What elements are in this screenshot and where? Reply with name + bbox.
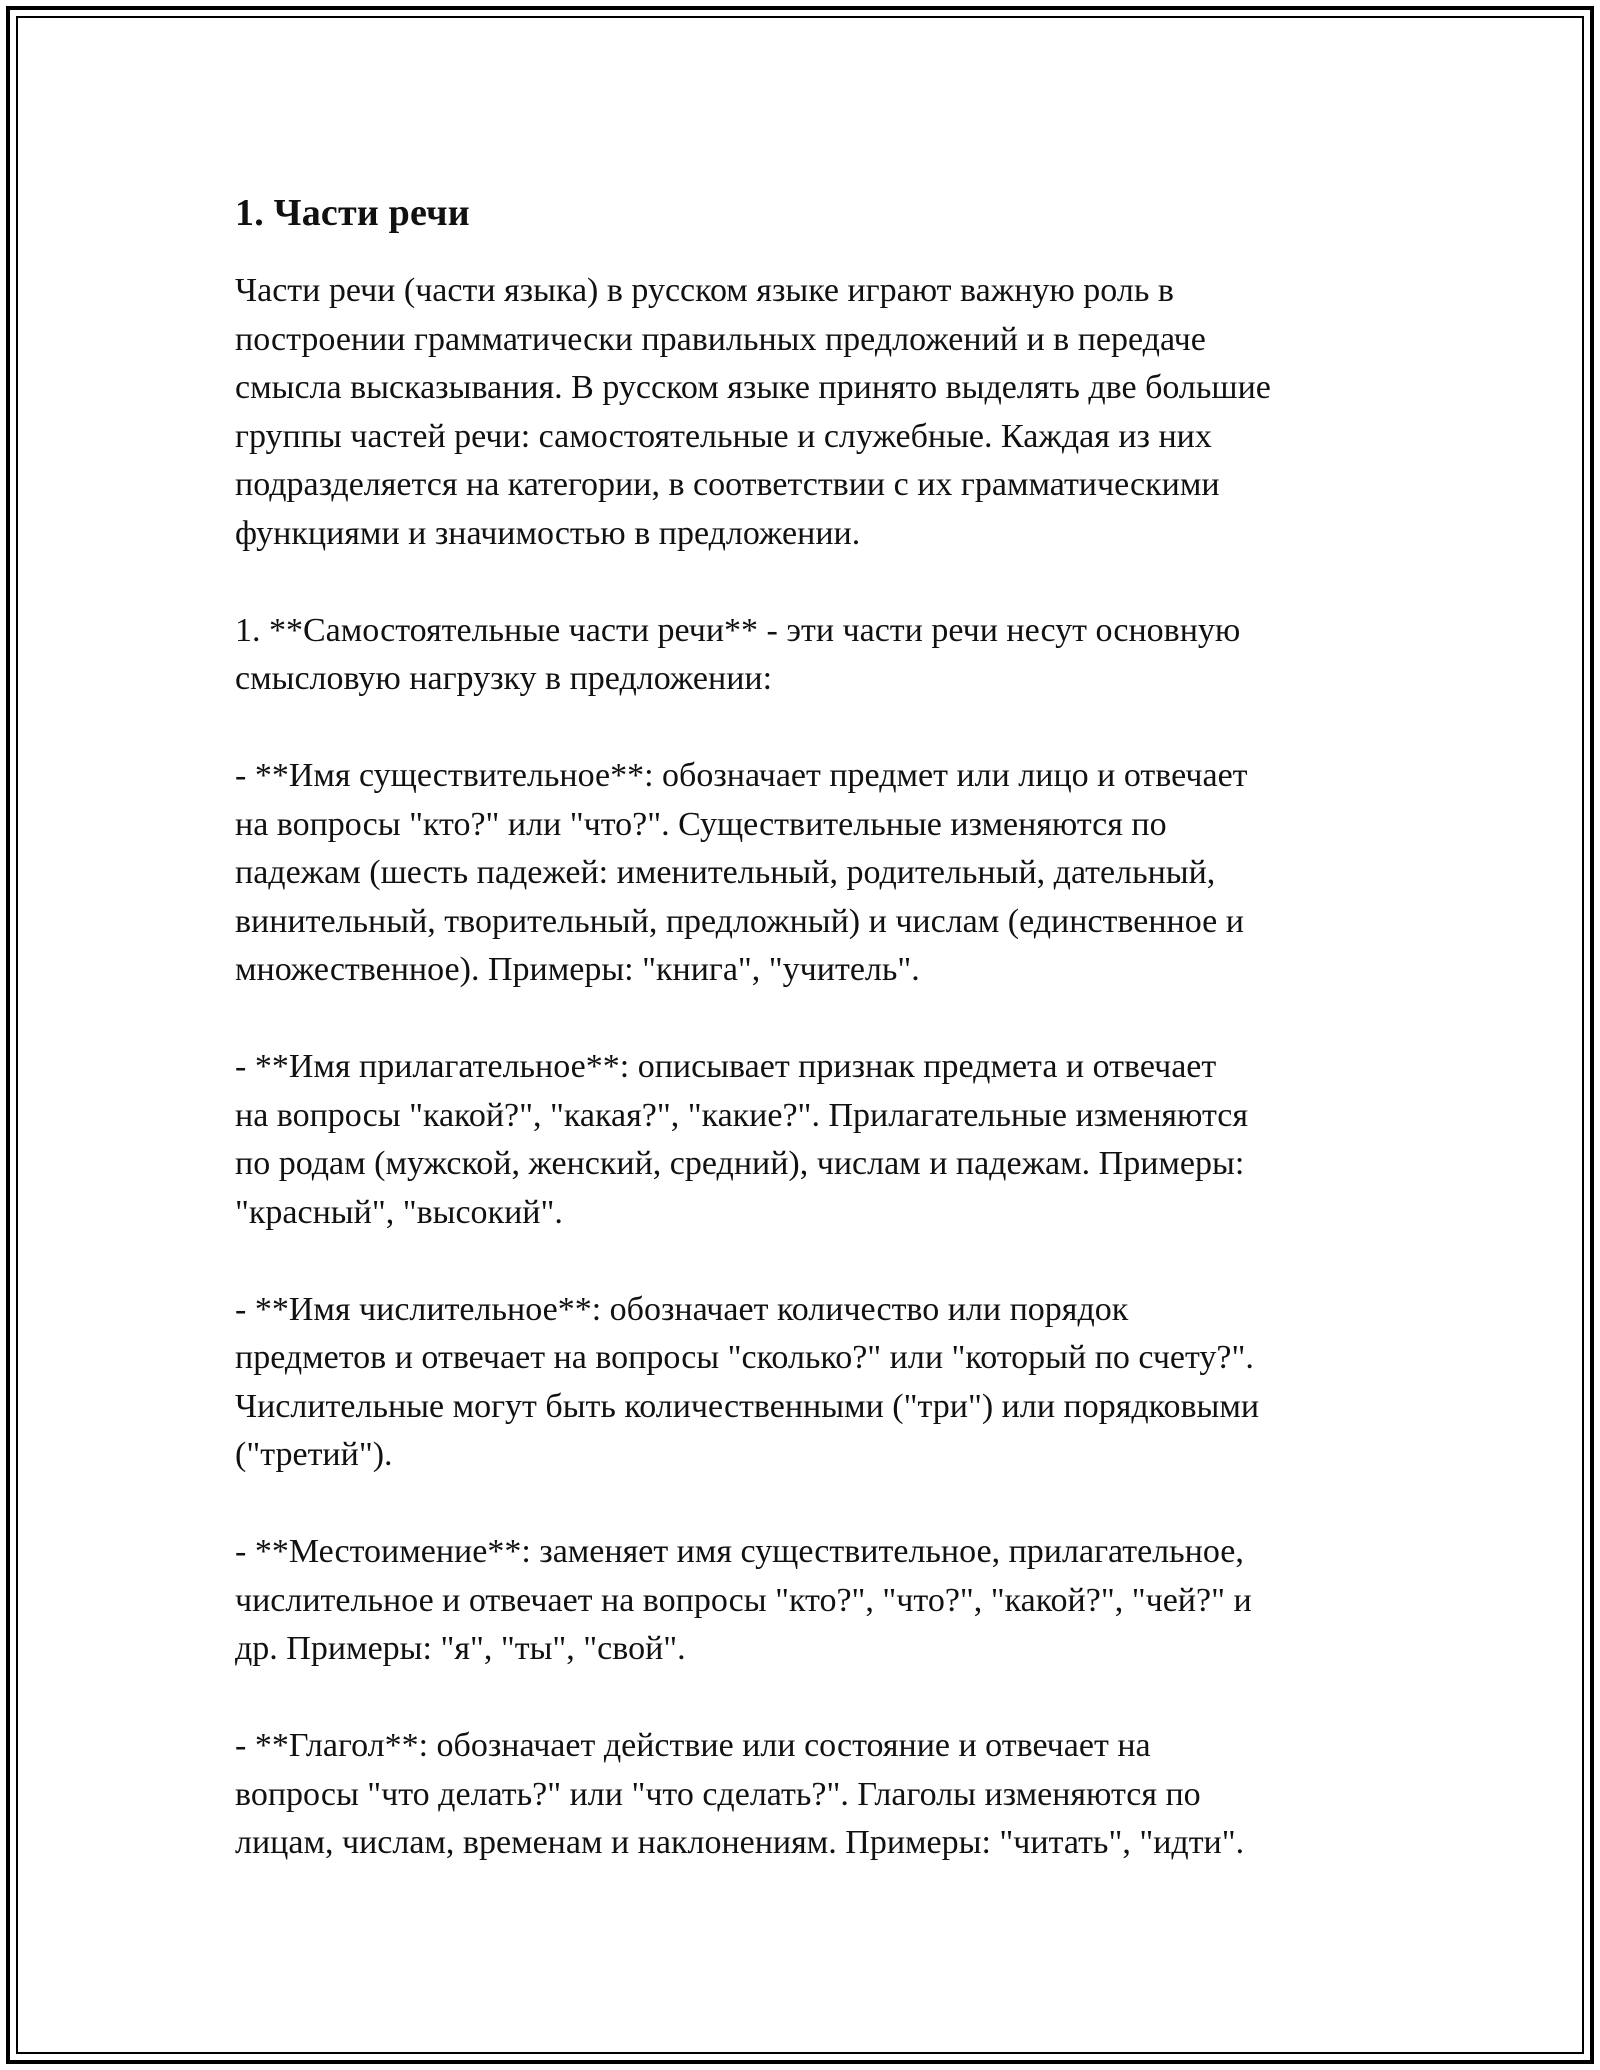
paragraph-gap xyxy=(235,1480,1375,1529)
paragraph-gap xyxy=(235,1674,1375,1723)
list-item-adjective: - **Имя прилагательное**: описывает признак предмета и отвечает на вопросы "какой?", "какая?", "какие?". Прилагательные изменяются по родам (мужской, женский, средний), числам и падежам. Примеры: "красный", "высокий". xyxy=(235,1048,1248,1231)
list-item-independent-parts: 1. **Самостоятельные части речи** - эти части речи несут основную смысловую нагрузку в предложении: xyxy=(235,611,1241,697)
list-item-verb: - **Глагол**: обозначает действие или состояние и отвечает на вопросы "что делать?" или "что сделать?". Глаголы изменяются по лицам, числам, временам и наклонениям. Примеры: "читать", "идти". xyxy=(235,1727,1245,1861)
paragraph-gap xyxy=(235,1237,1375,1286)
list-item-numeral: - **Имя числительное**: обозначает количество или порядок предметов и отвечает на вопросы "сколько?" или "который по счету?". Числительные могут быть количественными ("три") или порядковыми ("третий"). xyxy=(235,1290,1260,1473)
paragraph-gap xyxy=(235,704,1375,753)
intro-paragraph: Части речи (части языка) в русском языке играют важную роль в построении грамматически правильных предложений и в передаче смысла высказывания. В русском языке принято выделять две большие группы частей речи: самостоятельные и служебные. Каждая из них подразделяется на категории, в соответствии с их грамматическими функциями и значимостью в предложении. xyxy=(235,272,1271,552)
paragraph-gap xyxy=(235,558,1375,607)
list-item-pronoun: - **Местоимение**: заменяет имя существительное, прилагательное, числительное и отвечает на вопросы "кто?", "что?", "какой?", "чей?" и др. Примеры: "я", "ты", "свой". xyxy=(235,1533,1252,1667)
document-body xyxy=(235,187,1375,1868)
section-heading: 1. Части речи xyxy=(235,192,470,234)
list-item-noun: - **Имя существительное**: обозначает предмет или лицо и отвечает на вопросы "кто?" или "что?". Существительные изменяются по падежам (шесть падежей: именительный, родительный, дательный, винительный, творительный, предложный) и числам (единственное и множественное). Примеры: "книга", "учитель". xyxy=(235,757,1248,988)
paragraph-gap xyxy=(235,995,1375,1044)
